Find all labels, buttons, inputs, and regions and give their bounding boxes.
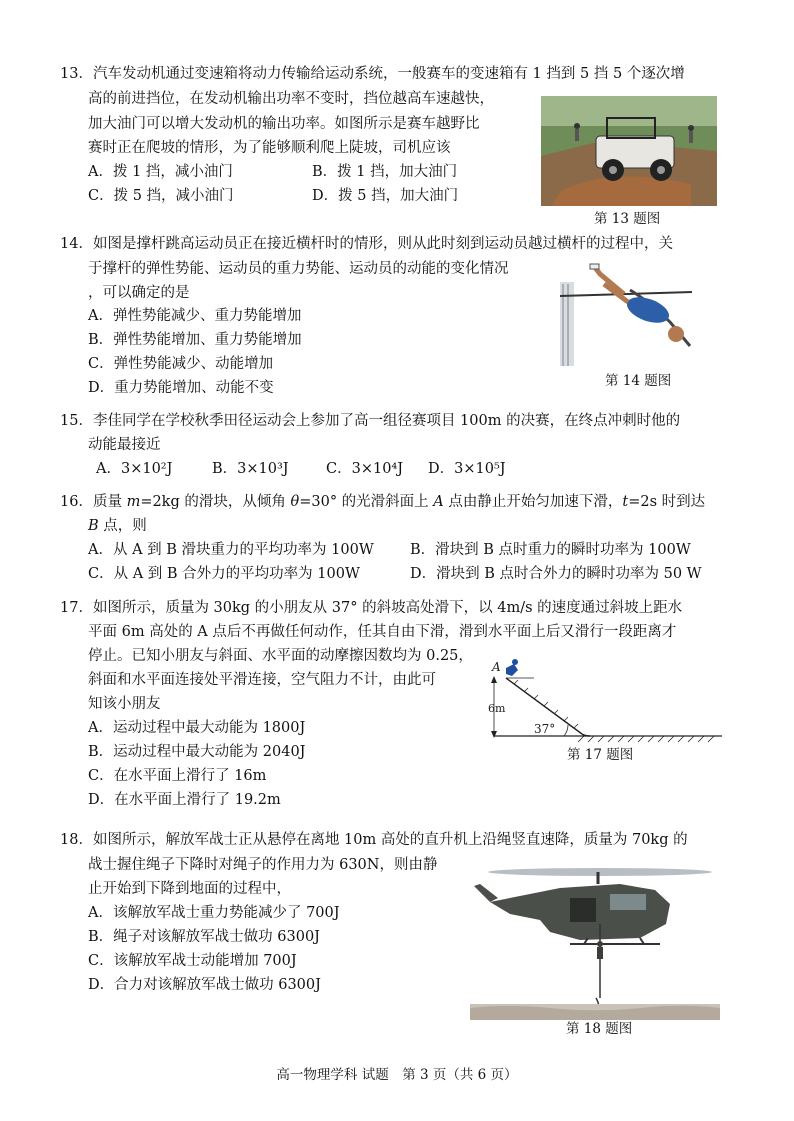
offroad-car-photo <box>541 96 717 206</box>
q17-line-4: 斜面和水平面连接处平滑连接，空气阻力不计，由此可 <box>88 672 436 688</box>
q18-line-3: 止开始到下降到地面的过程中， <box>88 881 291 897</box>
q18-option-a: A．该解放军战士重力势能减少了 700J <box>88 905 340 921</box>
q14-line-1: 14．如图是撑杆跳高运动员正在接近横杆时的情形，则从此时刻到运动员越过横杆的过程中，关 <box>60 236 673 252</box>
helicopter-photo <box>470 858 720 1020</box>
q14-line-2: 于撑杆的弹性势能、运动员的重力势能、运动员的动能的变化情况 <box>88 261 509 277</box>
q16-line-1: 16．质量 m=2kg 的滑块，从倾角 θ=30° 的光滑斜面上 A 点由静止开始匀加速下滑，t=2s 时到达 <box>60 494 706 510</box>
q13-line-4: 赛时正在爬坡的情形，为了能够顺利爬上陡坡，司机应该 <box>88 140 451 156</box>
slope-point-label: A <box>492 660 501 674</box>
slope-angle-label: 37° <box>534 722 556 736</box>
q14-option-d: D．重力势能增加、动能不变 <box>88 380 274 396</box>
q13-figure-caption: 第 13 题图 <box>594 211 661 227</box>
slope-diagram <box>484 656 724 744</box>
q18-line-1: 18．如图所示，解放军战士正从悬停在离地 10m 高处的直升机上沿绳竖直速降，质量为 70kg 的 <box>60 832 688 848</box>
page-footer: 高一物理学科 试题 第 3 页（共 6 页） <box>276 1067 518 1083</box>
q16-option-b: B．滑块到 B 点时重力的瞬时功率为 100W <box>410 542 691 558</box>
q17-option-d: D．在水平面上滑行了 19.2m <box>88 792 281 808</box>
q13-option-c: C．拨 5 挡，减小油门 <box>88 188 234 204</box>
q14-line-3: ，可以确定的是 <box>88 285 190 301</box>
q18-option-b: B．绳子对该解放军战士做功 6300J <box>88 929 320 945</box>
q15-line-2: 动能最接近 <box>88 437 161 453</box>
q13-option-a: A．拨 1 挡，减小油门 <box>88 164 233 180</box>
q15-option-a: A．3×10²J <box>96 461 173 477</box>
q15-option-c: C．3×10⁴J <box>326 461 404 477</box>
q16-option-d: D．滑块到 B 点时合外力的瞬时功率为 50 W <box>410 566 702 582</box>
q14-figure-caption: 第 14 题图 <box>605 373 672 389</box>
q18-option-d: D．合力对该解放军战士做功 6300J <box>88 977 321 993</box>
q18-line-2: 战士握住绳子下降时对绳子的作用力为 630N，则由静 <box>88 857 438 873</box>
q17-line-3: 停止。已知小朋友与斜面、水平面的动摩擦因数均为 0.25， <box>88 648 473 664</box>
q16-option-c: C．从 A 到 B 合外力的平均功率为 100W <box>88 566 360 582</box>
q14-option-b: B．弹性势能增加、重力势能增加 <box>88 332 302 348</box>
q16-line-2: B 点，则 <box>88 518 147 534</box>
q17-line-1: 17．如图所示，质量为 30kg 的小朋友从 37° 的斜坡高处滑下，以 4m/s 的速度通过斜坡上距水 <box>60 600 683 616</box>
q18-figure-caption: 第 18 题图 <box>566 1021 633 1037</box>
q14-option-a: A．弹性势能减少、重力势能增加 <box>88 308 302 324</box>
q16-option-a: A．从 A 到 B 滑块重力的平均功率为 100W <box>88 542 374 558</box>
q17-line-2: 平面 6m 高处的 A 点后不再做任何动作，任其自由下滑，滑到水平面上后又滑行一段距离才 <box>88 624 677 640</box>
q13-line-3: 加大油门可以增大发动机的输出功率。如图所示是赛车越野比 <box>88 116 480 132</box>
q17-line-5: 知该小朋友 <box>88 696 161 712</box>
q17-figure-caption: 第 17 题图 <box>567 747 634 763</box>
q13-option-d: D．拨 5 挡，加大油门 <box>312 188 459 204</box>
q17-option-b: B．运动过程中最大动能为 2040J <box>88 744 306 760</box>
q17-option-c: C．在水平面上滑行了 16m <box>88 768 267 784</box>
q15-option-b: B．3×10³J <box>212 461 289 477</box>
q15-line-1: 15．李佳同学在学校秋季田径运动会上参加了高一组径赛项目 100m 的决赛，在终点冲刺时他的 <box>60 413 681 429</box>
q15-option-d: D．3×10⁵J <box>428 461 506 477</box>
q13-line-1: 13．汽车发动机通过变速箱将动力传输给运动系统，一般赛车的变速箱有 1 挡到 5 挡 5 个逐次增 <box>60 66 685 82</box>
q13-line-2: 高的前进挡位，在发动机输出功率不变时，挡位越高车速越快， <box>88 91 494 107</box>
q13-option-b: B．拨 1 挡，加大油门 <box>312 164 458 180</box>
slope-height-label: 6m <box>488 702 506 715</box>
pole-vault-photo <box>560 262 720 366</box>
q14-option-c: C．弹性势能减少、动能增加 <box>88 356 274 372</box>
q17-option-a: A．运动过程中最大动能为 1800J <box>88 720 306 736</box>
q18-option-c: C．该解放军战士动能增加 700J <box>88 953 297 969</box>
